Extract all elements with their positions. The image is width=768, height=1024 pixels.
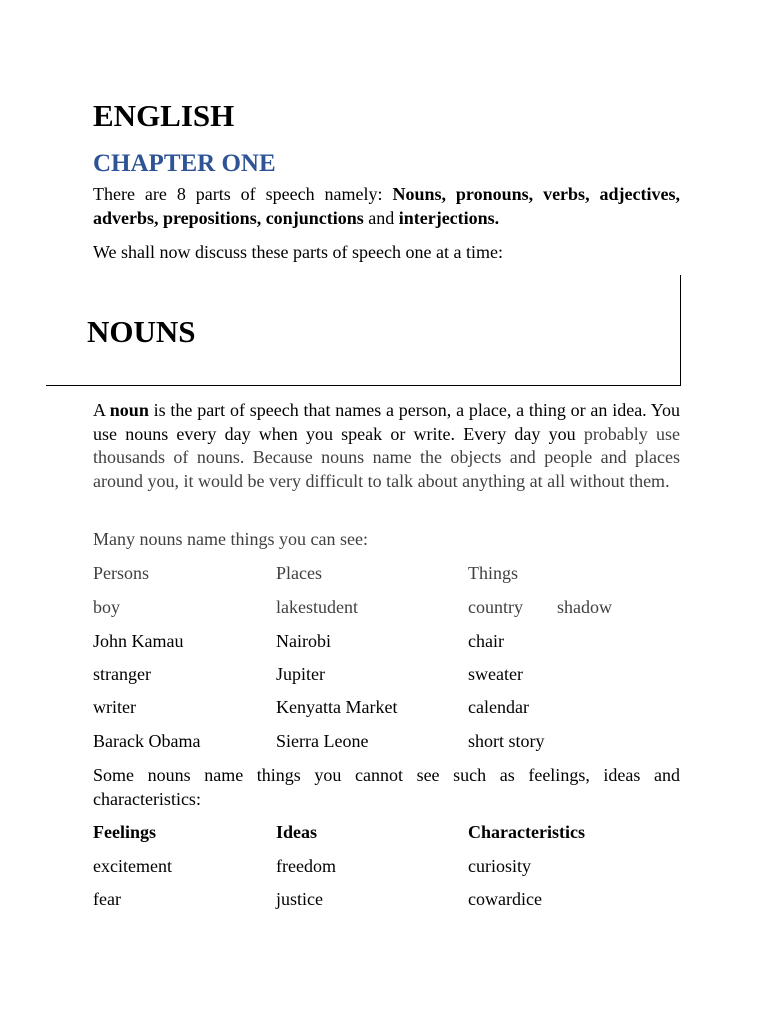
definition-a: A (93, 400, 110, 420)
header-feelings: Feelings (93, 822, 156, 842)
table-row (93, 695, 683, 719)
table-cell: shadow (557, 597, 612, 617)
table-row (93, 887, 683, 911)
discussion-paragraph: We shall now discuss these parts of speech one at a time: (93, 242, 503, 262)
invisible-table-header (93, 820, 683, 844)
table-cell: boy (93, 597, 120, 617)
header-places: Places (276, 563, 322, 583)
header-things: Things (468, 563, 519, 583)
table-row (93, 662, 683, 686)
table-cell: country (468, 597, 523, 617)
table-cell: lakestudent (276, 597, 358, 617)
table-cell: chair (468, 631, 504, 651)
intro-text: There are 8 parts of speech namely: (93, 184, 393, 204)
table-cell: Nairobi (276, 631, 331, 651)
definition-rest: is the part of speech that names a person, a place, a thing or an idea. You use nouns every day when you speak or write. Every day you (93, 400, 680, 444)
intro-and: and (363, 207, 399, 228)
table-cell: John Kamau (93, 631, 184, 651)
table-cell: cowardice (468, 889, 542, 909)
table-cell: calendar (468, 697, 529, 717)
box-right-border (680, 275, 681, 386)
table-cell: writer (93, 697, 136, 717)
visible-nouns-intro: Many nouns name things you can see: (93, 529, 368, 549)
table-cell: curiosity (468, 856, 531, 876)
parts-of-speech-paragraph (93, 183, 680, 230)
visible-table-header (93, 561, 683, 585)
noun-definition-paragraph (93, 399, 680, 493)
table-cell: Kenyatta Market (276, 697, 398, 717)
table-cell: Sierra Leone (276, 731, 369, 751)
table-cell: freedom (276, 856, 336, 876)
definition-gray: probably use thousands of nouns. Because nouns name the objects and people and places around you, it would be very difficult to talk about anything at all without them. (93, 423, 680, 491)
definition-noun: noun (109, 400, 149, 420)
table-cell: justice (276, 889, 323, 909)
table-cell: stranger (93, 664, 151, 684)
table-row (93, 729, 683, 753)
header-characteristics: Characteristics (468, 822, 585, 842)
table-cell: excitement (93, 856, 172, 876)
table-cell: Jupiter (276, 664, 325, 684)
header-ideas: Ideas (276, 822, 318, 842)
intro-bold-last: interjections. (398, 207, 500, 228)
table-row (93, 854, 683, 878)
subject-title: ENGLISH (93, 98, 235, 133)
table-row (93, 595, 683, 619)
chapter-heading: CHAPTER ONE (93, 150, 276, 177)
header-persons: Persons (93, 563, 150, 583)
nouns-heading: NOUNS (87, 314, 196, 349)
intro-bold-list: Nouns, pronouns, verbs, adjectives, adverbs, prepositions, conjunctions (93, 184, 680, 228)
table-row (93, 629, 683, 653)
invisible-nouns-intro: Some nouns name things you cannot see such as feelings, ideas and characteristics: (93, 765, 680, 809)
table-cell: short story (468, 731, 545, 751)
box-bottom-border (46, 385, 681, 386)
table-cell: Barack Obama (93, 731, 201, 751)
table-cell: fear (93, 889, 121, 909)
table-cell: sweater (468, 664, 523, 684)
